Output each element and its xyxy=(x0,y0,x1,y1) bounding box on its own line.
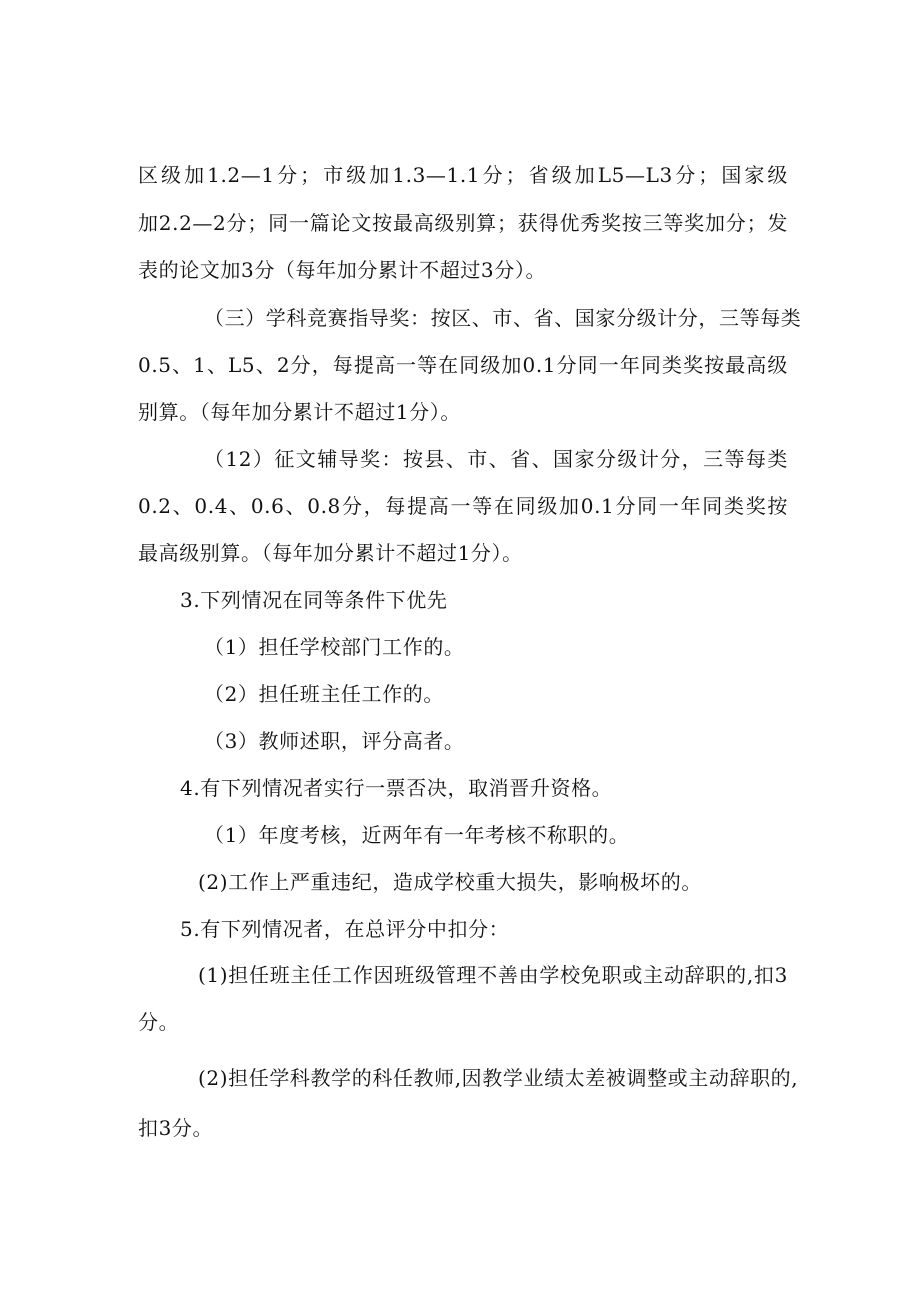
text-line-17: 5.有下列情况者，在总评分中扣分： xyxy=(180,917,510,941)
text-line-13: （3）教师述职，评分高者。 xyxy=(204,729,465,753)
text-line-7: （12）征文辅导奖：按县、市、省、国家分级计分，三等每类 xyxy=(204,447,788,471)
text-line-9: 最高级别算。（每年加分累计不超过1分）。 xyxy=(138,541,523,565)
text-line-15: （1）年度考核，近两年有一年考核不称职的。 xyxy=(204,823,630,847)
text-line-5: 0.5、1、L5、2分，每提高一等在同级加0.1分同一年同类奖按最高级 xyxy=(138,353,788,377)
text-line-6: 别算。（每年加分累计不超过1分）。 xyxy=(138,400,461,424)
text-line-2: 加2.2—2分；同一篇论文按最高级别算；获得优秀奖按三等奖加分；发 xyxy=(138,211,788,235)
text-line-19: 分。 xyxy=(138,1010,180,1034)
text-line-3: 表的论文加3分（每年加分累计不超过3分）。 xyxy=(138,258,547,282)
text-line-14: 4.有下列情况者实行一票否决，取消晋升资格。 xyxy=(180,776,613,800)
text-line-18: (1)担任班主任工作因班级管理不善由学校免职或主动辞职的,扣3 xyxy=(198,963,788,987)
text-line-16: (2)工作上严重违纪，造成学校重大损失，影响极坏的。 xyxy=(198,870,702,894)
text-line-20: (2)担任学科教学的科任教师,因教学业绩太差被调整或主动辞职的, xyxy=(198,1066,799,1090)
text-line-10: 3.下列情况在同等条件下优先 xyxy=(180,588,448,612)
text-line-8: 0.2、0.4、0.6、0.8分，每提高一等在同级加0.1分同一年同类奖按 xyxy=(138,494,788,518)
text-line-11: （1）担任学校部门工作的。 xyxy=(204,635,465,659)
text-line-12: （2）担任班主任工作的。 xyxy=(204,682,444,706)
text-line-4: （三）学科竞赛指导奖：按区、市、省、国家分级计分，三等每类 xyxy=(204,306,802,330)
text-line-1: 区级加1.2—1分；市级加1.3—1.1分；省级加L5—L3分；国家级 xyxy=(138,163,788,187)
text-line-21: 扣3分。 xyxy=(138,1116,214,1140)
